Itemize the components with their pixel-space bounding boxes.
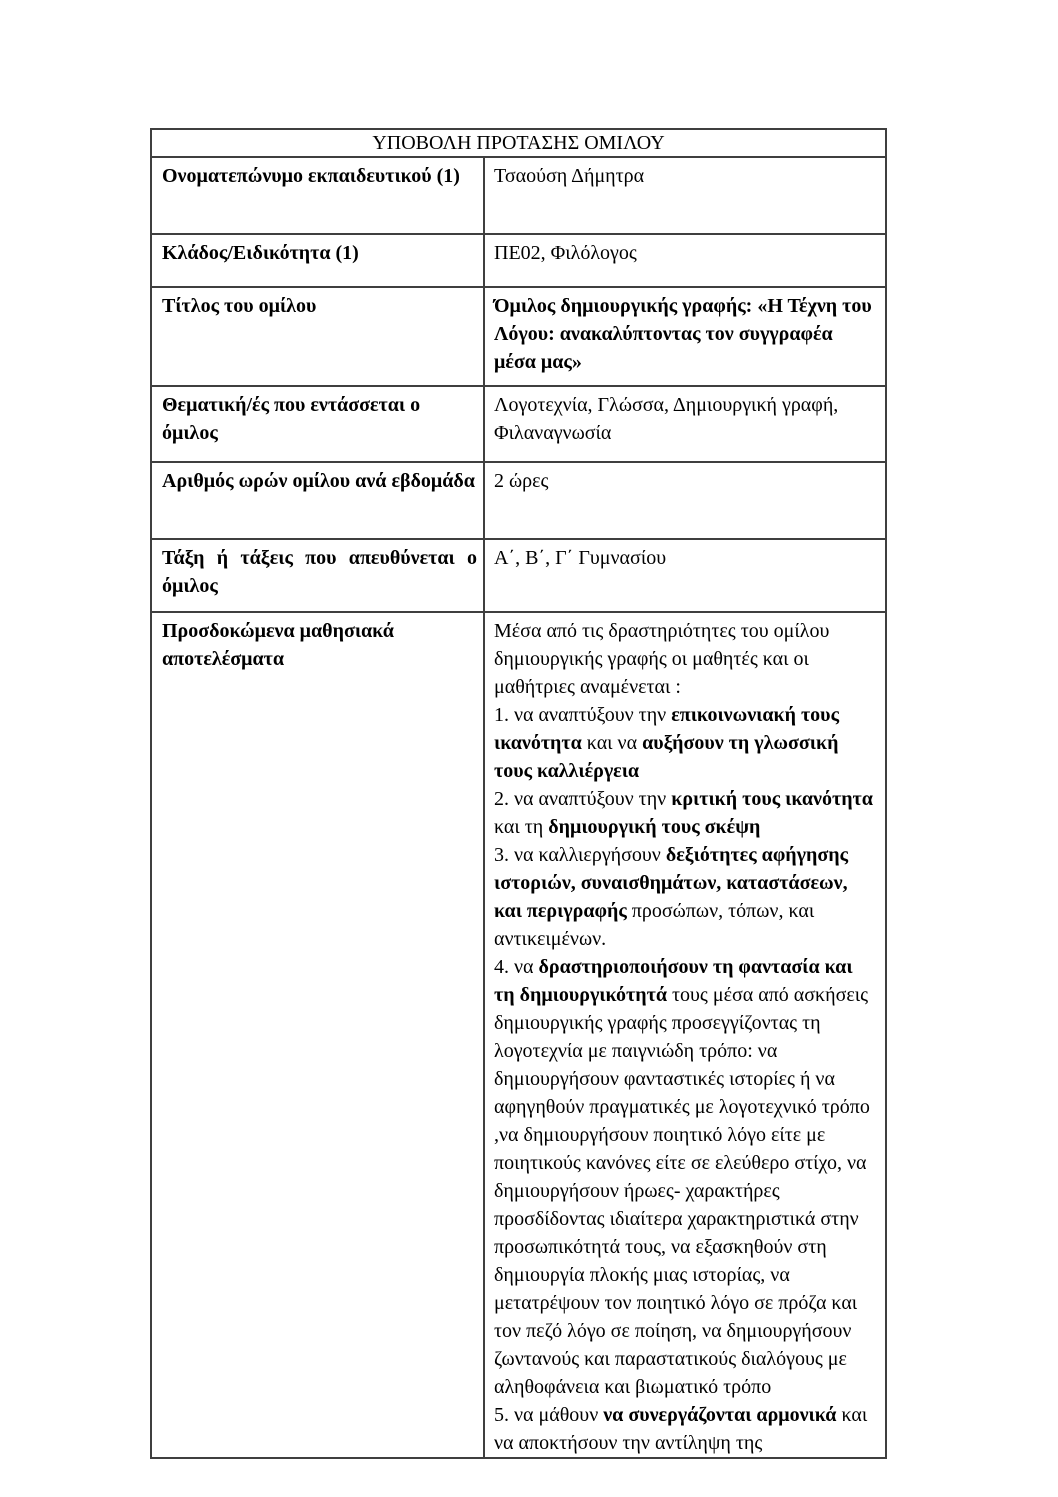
themes-label: Θεματική/ές που εντάσσεται ο όμιλος [152, 387, 485, 461]
learning-outcomes-value: Μέσα από τις δραστηριότητες του ομίλου δημιουργικής γραφής οι μαθητές και οι μαθήτριες αναμένεται : 1. να αναπτύξουν την επικοινωνιακή τους ικανότητα και να αυξήσουν τη γλωσσική τους καλλιέργεια 2. να αναπτύξουν την κριτική τους ικανότητα και τη δημιουργική τους σκέψη 3. να καλλιεργήσουν δεξιότητες αφήγησης ιστοριών, συναισθημάτων, καταστάσεων, και περιγραφής προσώπων, τόπων, και αντικειμένων. 4. να δραστηριοποιήσουν τη φαντασία και τη δημιουργικότητά τους μέσα από ασκήσεις δημιουργικής γραφής προσεγγίζοντας τη λογοτεχνία με παιγνιώδη τρόπο: να δημιουργήσουν φανταστικές ιστορίες ή να αφηγηθούν πραγματικές με λογοτεχνικό τρόπο ,να δημιουργήσουν ποιητικό λόγο είτε με ποιητικούς κανόνες είτε σε ελεύθερο στίχο, να δημιουργήσουν ήρωες- χαρακτήρες προσδίδοντας ιδιαίτερα χαρακτηριστικά στην προσωπικότητά τους, να εξασκηθούν στη δημιουργία πλοκής μιας ιστορίας, να μετατρέψουν τον ποιητικό λόγο σε πρόζα και τον πεζό λόγο σε ποίηση, να δημιουργήσουν ζωντανούς και παραστατικούς διαλόγους με αληθοφάνεια και βιωματικό τρόπο 5. να μάθουν να συνεργάζονται αρμονικά και να αποκτήσουν την αντίληψη της [494, 620, 873, 1454]
weekly-hours-value: 2 ώρες [494, 470, 549, 492]
grades-value: Α΄, Β΄, Γ΄ Γυμνασίου [494, 547, 667, 569]
weekly-hours-label: Αριθμός ωρών ομίλου ανά εβδομάδα [152, 463, 485, 538]
table-row-specialty [152, 233, 885, 286]
grades-label: Τάξη ή τάξεις που απευθύνεται ο όμιλος [152, 540, 485, 611]
teacher-name-value: Τσαούση Δήμητρα [494, 165, 645, 187]
themes-value: Λογοτεχνία, Γλώσσα, Δημιουργική γραφή, Φιλαναγνωσία [494, 394, 839, 444]
proposal-table [150, 128, 887, 1459]
table-row-themes [152, 385, 885, 461]
table-row-weekly-hours [152, 461, 885, 538]
learning-outcomes-label: Προσδοκώμενα μαθησιακά αποτελέσματα [152, 613, 485, 1457]
table-row-teacher-name [152, 156, 885, 233]
club-title-label: Τίτλος του ομίλου [152, 288, 485, 385]
club-title-value: Όμιλος δημιουργικής γραφής: «Η Τέχνη του Λόγου: ανακαλύπτοντας τον συγγραφέα μέσα μας» [494, 295, 872, 373]
table-row-learning-outcomes [152, 611, 885, 1457]
table-row-club-title [152, 286, 885, 385]
teacher-name-label: Ονοματεπώνυμο εκπαιδευτικού (1) [152, 158, 485, 233]
table-title: ΥΠΟΒΟΛΗ ΠΡΟΤΑΣΗΣ ΟΜΙΛΟΥ [372, 132, 665, 154]
table-row-grades [152, 538, 885, 611]
specialty-label: Κλάδος/Ειδικότητα (1) [152, 235, 485, 286]
specialty-value: ΠΕ02, Φιλόλογος [494, 242, 637, 264]
